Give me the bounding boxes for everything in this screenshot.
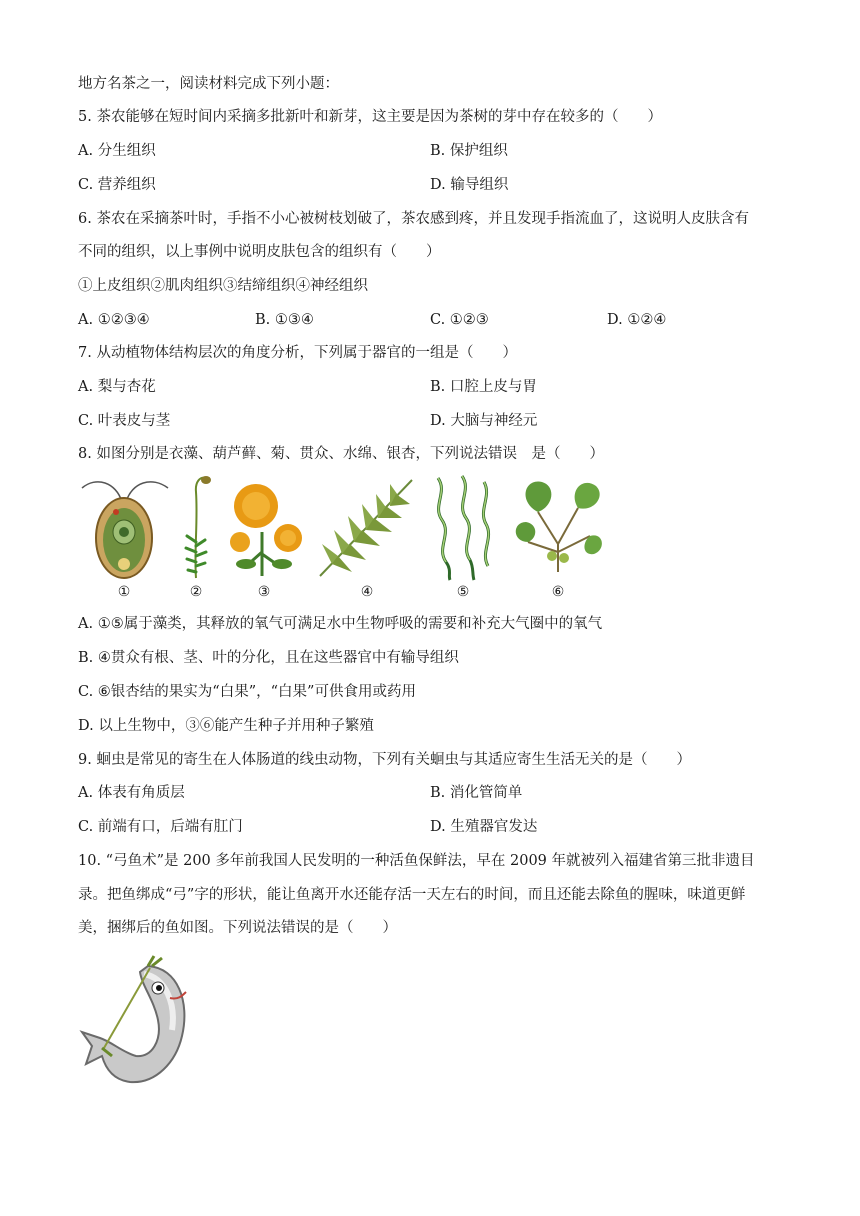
q8-option-a[interactable]: A. ①⑤属于藻类，其释放的氧气可满足水中生物呼吸的需要和补充大气圈中的氧气 xyxy=(78,616,603,632)
q5-option-c[interactable]: C. 营养组织 xyxy=(78,177,156,193)
question-10-stem-cont: 录。把鱼绑成“弓”字的形状，能让鱼离开水还能存活一天左右的时间，而且还能去除鱼的腥味，味道更鲜 xyxy=(78,887,746,903)
q5-option-b[interactable]: B. 保护组织 xyxy=(430,143,508,159)
bow-fish-figure xyxy=(78,952,198,1092)
question-10-stem-end: 美，捆绑后的鱼如图。下列说法错误的是（ ） xyxy=(78,920,397,936)
q8-option-d[interactable]: D. 以上生物中，③⑥能产生种子并用种子繁殖 xyxy=(78,718,374,734)
chlamydomonas-figure xyxy=(76,472,172,600)
figure-label-3: ③ xyxy=(257,584,271,600)
question-7-stem: 7. 从动植物体结构层次的角度分析，下列属于器官的一组是（ ） xyxy=(78,345,517,361)
q9-option-c[interactable]: C. 前端有口，后端有肛门 xyxy=(78,819,243,835)
question-6-items: ①上皮组织②肌肉组织③结缔组织④神经组织 xyxy=(78,278,368,294)
question-6-stem-cont: 不同的组织，以上事例中说明皮肤包含的组织有（ ） xyxy=(78,244,441,260)
q5-option-d[interactable]: D. 输导组织 xyxy=(430,177,509,193)
moss-figure xyxy=(176,472,216,600)
q9-option-a[interactable]: A. 体表有角质层 xyxy=(78,785,185,801)
q6-option-d[interactable]: D. ①②④ xyxy=(607,312,667,328)
q9-option-d[interactable]: D. 生殖器官发达 xyxy=(430,819,538,835)
question-5-stem: 5. 茶农能够在短时间内采摘多批新叶和新芽，这主要是因为茶树的芽中存在较多的（ ） xyxy=(78,109,662,125)
intro-text: 地方名茶之一，阅读材料完成下列小题： xyxy=(78,76,339,92)
q7-option-a[interactable]: A. 梨与杏花 xyxy=(78,379,156,395)
q6-option-c[interactable]: C. ①②③ xyxy=(430,312,489,328)
figure-label-1: ① xyxy=(117,584,131,600)
q8-option-c[interactable]: C. ⑥银杏结的果实为“白果”，“白果”可供食用或药用 xyxy=(78,684,416,700)
q6-option-a[interactable]: A. ①②③④ xyxy=(78,312,150,328)
question-6-stem: 6. 茶农在采摘茶叶时，手指不小心被树枝划破了，茶农感到疼，并且发现手指流血了，这说明人皮肤含有 xyxy=(78,211,749,227)
figure-label-5: ⑤ xyxy=(456,584,470,600)
question-8-stem: 8. 如图分别是衣藻、葫芦藓、菊、贯众、水绵、银杏，下列说法错误 是（ ） xyxy=(78,446,604,462)
spirogyra-figure xyxy=(428,472,498,600)
chrysanthemum-figure xyxy=(222,472,308,600)
organism-figures xyxy=(72,472,632,604)
figure-label-4: ④ xyxy=(360,584,374,600)
fern-figure xyxy=(312,472,422,600)
question-9-stem: 9. 蛔虫是常见的寄生在人体肠道的线虫动物，下列有关蛔虫与其适应寄生生活无关的是（ ） xyxy=(78,752,691,768)
q7-option-d[interactable]: D. 大脑与神经元 xyxy=(430,413,538,429)
q9-option-b[interactable]: B. 消化管简单 xyxy=(430,785,523,801)
q5-option-a[interactable]: A. 分生组织 xyxy=(78,143,156,159)
question-10-stem: 10. “弓鱼术”是 200 多年前我国人民发明的一种活鱼保鲜法，早在 2009 年就被列入福建省第三批非遗目 xyxy=(78,853,755,869)
ginkgo-figure xyxy=(508,472,608,600)
q7-option-b[interactable]: B. 口腔上皮与胃 xyxy=(430,379,537,395)
q6-option-b[interactable]: B. ①③④ xyxy=(255,312,314,328)
figure-label-6: ⑥ xyxy=(551,584,565,600)
q8-option-b[interactable]: B. ④贯众有根、茎、叶的分化，且在这些器官中有输导组织 xyxy=(78,650,459,666)
figure-label-2: ② xyxy=(189,584,203,600)
q7-option-c[interactable]: C. 叶表皮与茎 xyxy=(78,413,171,429)
